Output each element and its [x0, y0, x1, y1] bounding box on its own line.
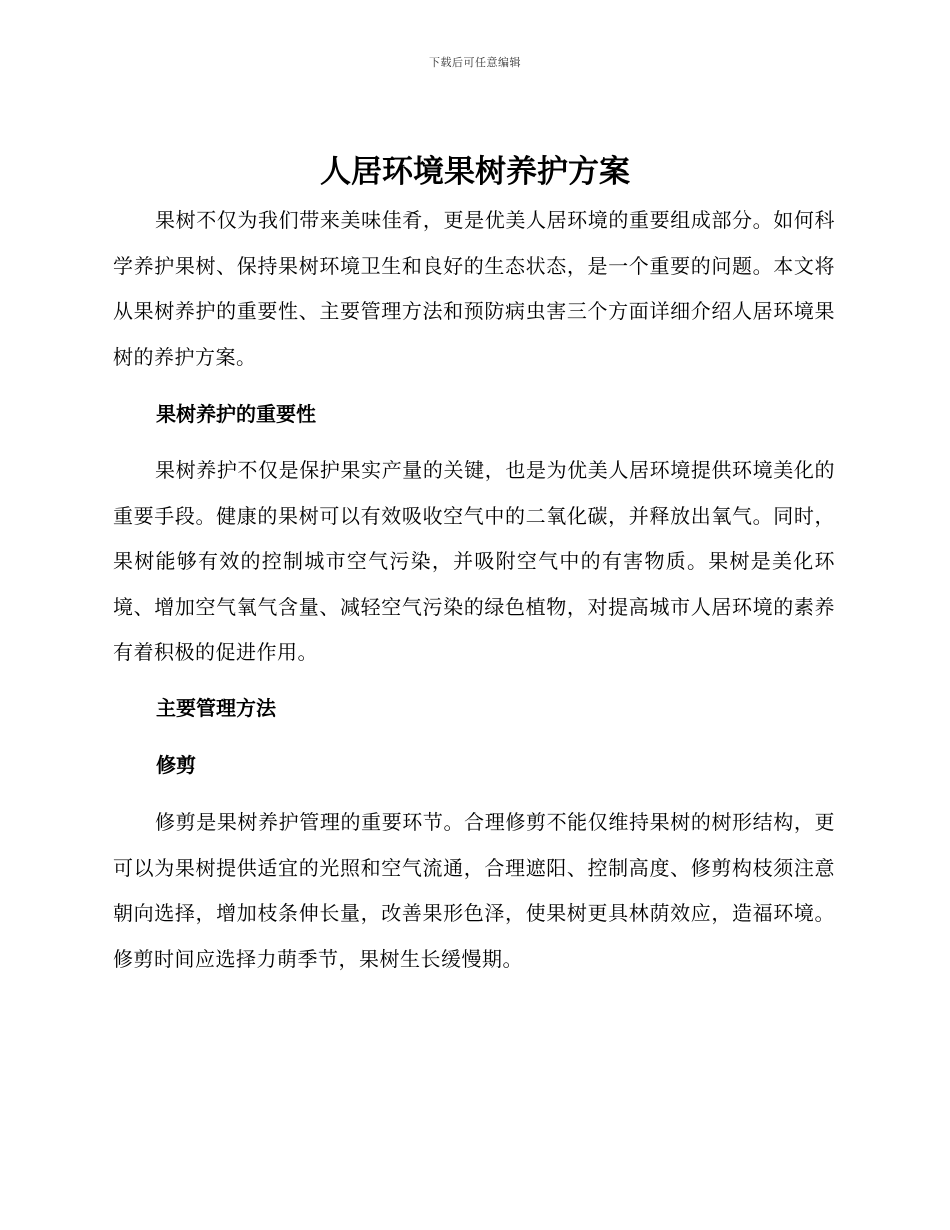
pruning-paragraph: 修剪是果树养护管理的重要环节。合理修剪不能仅维持果树的树形结构，更可以为果树提供适宜的光照和空气流通，合理遮阳、控制高度、修剪构枝须注意朝向选择，增加枝条伸长量，改善果形色泽，使果树更具林荫效应，造福环境。修剪时间应选择力萌季节，果树生长缓慢期。 [113, 810, 835, 971]
document-title: 人居环境果树养护方案 [320, 154, 630, 190]
importance-paragraph: 果树养护不仅是保护果实产量的关键，也是为优美人居环境提供环境美化的重要手段。健康的果树可以有效吸收空气中的二氧化碳，并释放出氧气。同时，果树能够有效的控制城市空气污染，并吸附空气中的有害物质。果树是美化环境、增加空气氧气含量、减轻空气污染的绿色植物，对提高城市人居环境的素养有着积极的促进作用。 [113, 458, 835, 664]
header-note: 下载后可任意编辑 [429, 56, 521, 69]
subsection-heading-pruning: 修剪 [156, 753, 196, 777]
intro-paragraph: 果树不仅为我们带来美味佳肴，更是优美人居环境的重要组成部分。如何科学养护果树、保持果树环境卫生和良好的生态状态，是一个重要的问题。本文将从果树养护的重要性、主要管理方法和预防病虫害三个方面详细介绍人居环境果树的养护方案。 [113, 208, 835, 369]
section-heading-management: 主要管理方法 [156, 696, 276, 720]
section-heading-importance: 果树养护的重要性 [156, 402, 316, 426]
